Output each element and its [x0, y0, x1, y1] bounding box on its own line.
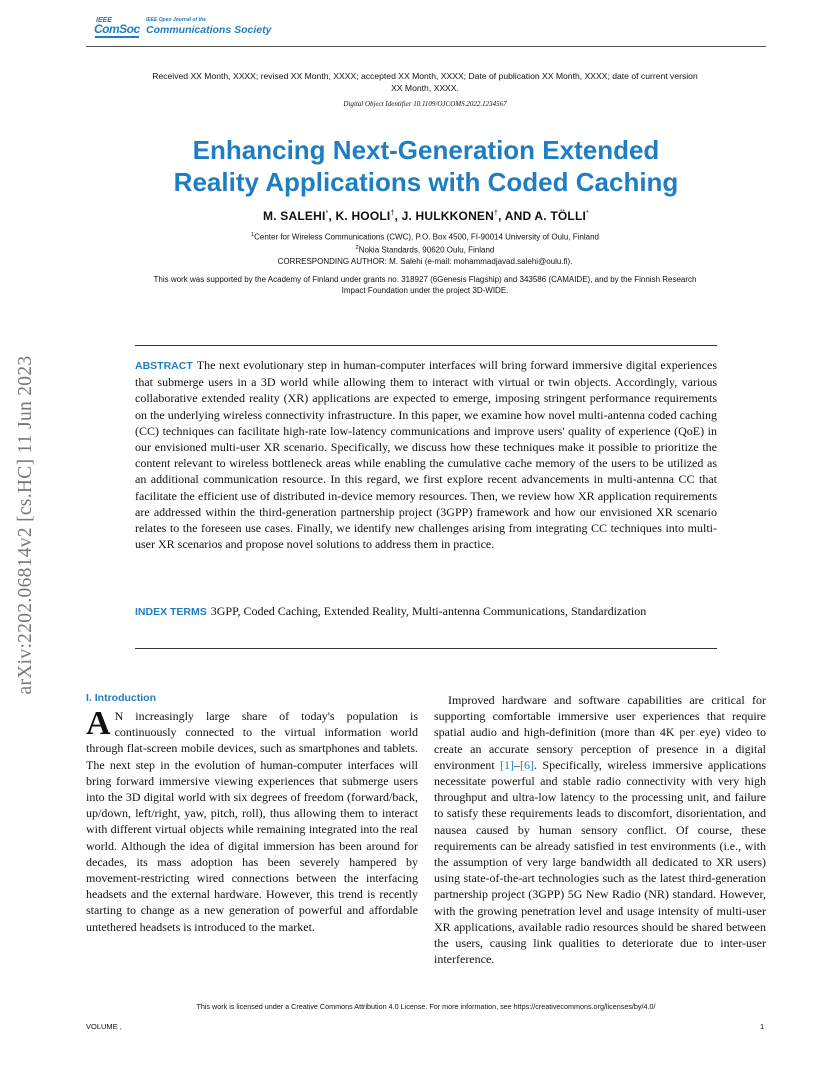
- abstract-bottom-rule: [135, 648, 717, 649]
- volume-label: VOLUME ,: [86, 1022, 122, 1031]
- license-note: This work is licensed under a Creative Commons Attribution 4.0 License. For more information, see https://creativecommons.org/licenses/by/4.0/: [196, 1002, 656, 1011]
- intro-left-column: [86, 705, 418, 935]
- page-number: 1: [760, 1022, 765, 1031]
- abstract-top-rule: [135, 345, 717, 346]
- header-divider: [86, 46, 766, 47]
- index-terms: [135, 603, 717, 620]
- intro-paragraph-1: N increasingly large share of today's population is continuously connected to the virtual information world through flat-screen mobile devices, such as smartphones and tablets. The next step in the evolution of human-computer interfaces will bring forward immersive viewing experiences that submerge users into the 3D digital world with six degrees of freedom (forward/back, up/down, left/right, yaw, pitch, roll), thus allowing them to interact with different virtual objects while remaining integrated into the real world. Although the idea of digital immersion has been around for decades, its mass adoption has been severely hampered by movement-restricting wired connections between the interfacing headsets and the external hardware. However, this trend is recently starting to change as a new generation of powerful and affordable untethered headsets is introduced to the market.: [86, 709, 418, 934]
- arxiv-id: arXiv:2202.06814v2 [cs.HC] 11 Jun 2023: [15, 355, 36, 695]
- citation-link-6[interactable]: [6]: [520, 757, 535, 772]
- affiliations: $^1$Center for Wireless Communications (CWC), P.O. Box 4500, FI-90014 University of Oulu, Finland $^2$Nokia Standards, 90620 Oulu, Finland: [251, 232, 599, 255]
- abstract-text: The next evolutionary step in human-computer interfaces will bring forward immersive digital experiences that submerge users in a 3D world while allowing them to interact with virtual or twin objects. Accordingly, various collaborative extended reality (XR) applications are expected to emerge, imposing stringent performance requirements on the underlying wireless connectivity infrastructure. In this paper, we examine how novel multi-antenna coded caching (CC) techniques can facilitate high-rate low-latency communications and improve users' quality of experience (QoE) in our envisioned multi-user XR scenario. Specifically, we discuss how these techniques make it possible to prioritize the content relevant to wireless bottleneck areas while enabling the cumulative cache memory of the users to be utilized as an additional communication resource. In this regard, we first explore recent advancements in multi-antenna CC that facilitate the efficient use of distributed in-device memory resources. Then, we review how XR application requirements are addressed within the third-generation partnership project (3GPP) framework and how our envisioned XR scenario relates to the foreseen use cases. Finally, we identify new challenges arising from integrating CC techniques into multi-user XR scenarios and propose novel solutions to address them in practice.: [135, 358, 717, 552]
- author-list: M. SALEHI*, K. HOOLI†, J. HULKKONEN†, AND A. TÖLLI*: [263, 209, 589, 223]
- journal-logo: IEEE ComSoc IEEE Open Journal of the Communications Society: [94, 17, 272, 36]
- index-terms-label: INDEX TERMS: [135, 606, 207, 618]
- paper-title: Enhancing Next-Generation Extended Reality Applications with Coded Caching: [173, 135, 679, 197]
- journal-series: IEEE Open Journal of the: [146, 17, 207, 23]
- abstract-label: ABSTRACT: [135, 360, 193, 372]
- abstract: [135, 357, 717, 552]
- society-name: Communications Society: [146, 24, 272, 36]
- funding-note: This work was supported by the Academy of Finland under grants no. 318927 (6Genesis Flagship) and 343586 (CAMAIDE), and by the Finnish Research Impact Foundation under the project 3D-WIDE.: [153, 275, 697, 295]
- intro-right-column: Improved hardware and software capabilities are critical for supporting comfortable immersive user experiences that require spatial audio and high-definition (more than 4K per eye) video to create an accurate sensory perception of presence in a digital environment [1]–[6]. Specifically, wireless immersive applications necessitate powerful and stable radio connectivity with very high throughput and ultra-low latency to the processing unit, and failure to satisfy these requirements leads to discomfort, disorientation, and nausea caused by human sensory conflict. Of course, these requirements can be already satisfied in test environments (i.e., with the assumption of very large bandwidth all dedicated to XR users) using state-of-the-art technologies such as the latest third-generation partnership project (3GPP) 5G New Radio (NR) standard. However, with the growing penetration level and usage intensity of multi-user XR applications, available radio resources should be shared between the users, causing link qualities to deteriorate due to inter-user interference.: [434, 693, 766, 967]
- received-dates: Received XX Month, XXXX; revised XX Month, XXXX; accepted XX Month, XXXX; Date of publication XX Month, XXXX; date of current version XX Month, XXXX.: [152, 71, 698, 93]
- doi: Digital Object Identifier 10.1109/OJCOMS.2022.1234567: [343, 100, 507, 108]
- drop-cap: A: [86, 705, 111, 742]
- section-heading: I. Introduction: [86, 692, 156, 704]
- corresponding-author: CORRESPONDING AUTHOR: M. Salehi (e-mail: mohammadjavad.salehi@oulu.fi).: [277, 257, 573, 266]
- index-terms-text: 3GPP, Coded Caching, Extended Reality, Multi-antenna Communications, Standardization: [210, 604, 647, 618]
- citation-link-1[interactable]: [1]: [500, 757, 515, 772]
